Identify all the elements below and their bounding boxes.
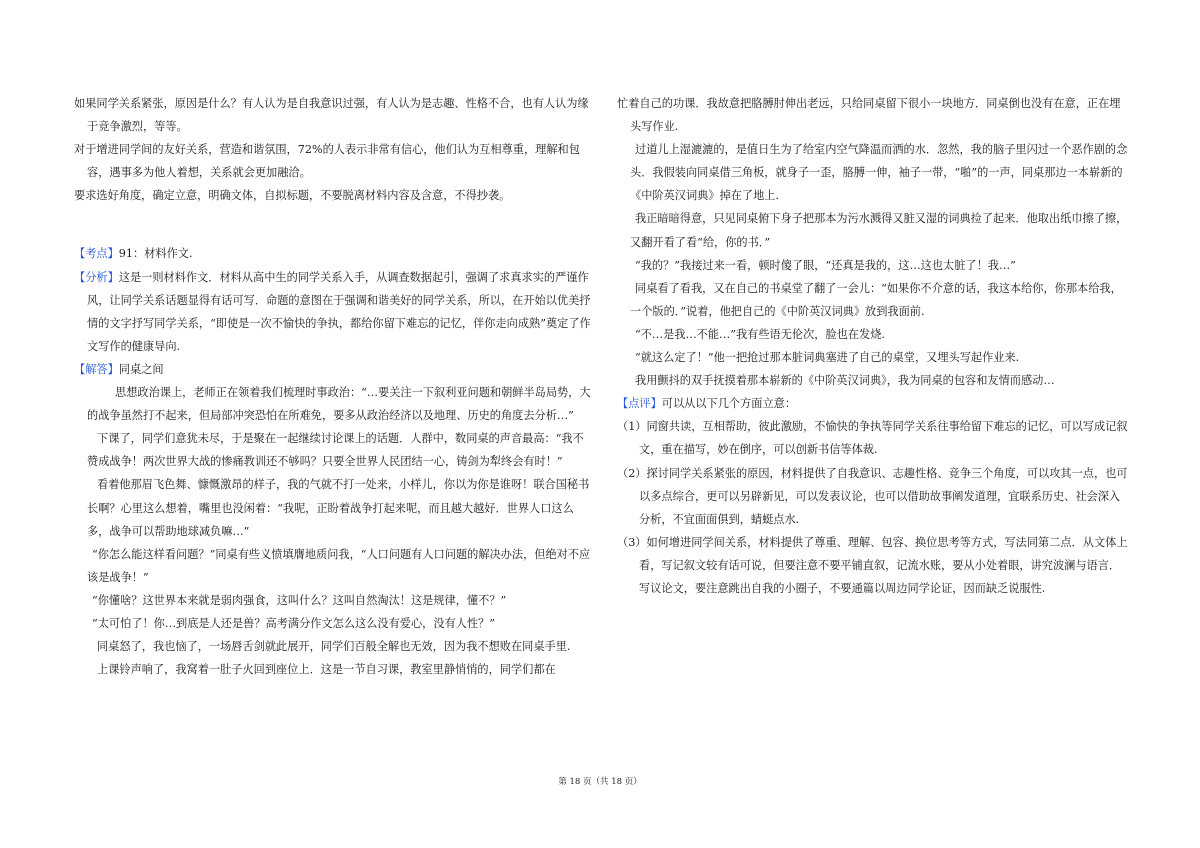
kaodian-section bbox=[74, 242, 594, 265]
fenxi-text: 这是一则材料作文．材料从高中生的同学关系入手，从调查数据起引，强调了求真求实的严谨作风，让同学关系话题显得有话可写．命题的意图在于强调和谐美好的同学关系，所以，在开始以优美抒情的文字抒写同学关系，“即使是一次不愉快的争执，都给你留下难忘的记忆，伴你走向成熟”奠定了作文写作的健康导向. bbox=[87, 270, 591, 353]
essay-continued-paragraph-5: 同桌看了看我，又在自己的书桌堂了翻了一会儿：“如果你不介意的话，我这本给你，你那本给我，一个版的．”说着，他把自己的《中阶英汉词典》放到我面前. bbox=[630, 281, 1122, 318]
intro-paragraph-2: 对于增进同学间的友好关系，营造和谐氛围，72%的人表示非常有信心，他们认为互相尊重，理解和包容，遇事多为他人着想，关系就会更加融洽。 bbox=[74, 143, 580, 180]
essay-continued-paragraph-3: 我正暗暗得意，只见同桌俯下身子把那本为污水溅得又脏又湿的词典捡了起来．他取出纸巾擦了擦，又翻开看了看“给，你的书．” bbox=[630, 212, 1128, 249]
review-point-2: （2）探讨同学关系紧张的原因，材料提供了自我意识、志趣性格、竞争三个角度，可以攻其一点，也可以多点综合，更可以另辟新见，可以发表议论，也可以借助故事阐发道理，宜联系历史、社会深入分析，不宜面面俱到，蜻蜓点水. bbox=[617, 466, 1128, 526]
dianping-text: 可以从以下几个方面立意： bbox=[661, 397, 797, 411]
essay-paragraph-6: “太可怕了！你…到底是人还是兽？高考满分作文怎么这么没有爱心，没有人性？” bbox=[92, 616, 496, 630]
review-point-3: （3）如何增进同学间关系，材料提供了尊重、理解、包容、换位思考等方式，写法同第二点．从文体上看，写记叙文较有话可说，但要注意不要平铺直叙，记流水账，要从小处着眼，讲究波澜与语言．写议论文，要注意跳出自我的小圈子，不要通篇以周边同学论证，因而缺乏说服性. bbox=[617, 535, 1128, 595]
right-column bbox=[617, 92, 1129, 600]
essay-continued-paragraph-2: 过道儿上湿漉漉的，是值日生为了给室内空气降温而洒的水．忽然，我的脑子里闪过一个恶作剧的念头．我假装向同桌借三角板，就身子一歪，胳膊一伸，袖子一带，“啪”的一声，同桌那边一本崭新的《中阶英汉词典》掉在了地上. bbox=[630, 143, 1128, 203]
fenxi-tag: 【分析】 bbox=[74, 270, 119, 284]
essay-continued-paragraph-8: 我用颤抖的双手抚摸着那本崭新的《中阶英汉词典》，我为同桌的包容和友情而感动… bbox=[635, 374, 1055, 388]
jieda-section bbox=[74, 358, 594, 381]
spacer bbox=[74, 207, 594, 230]
essay-paragraph-1: 思想政治课上，老师正在领着我们梳理时事政治：“…要关注一下叙利亚问题和朝鲜半岛局势，大的战争虽然打不起来，但局部冲突恐怕在所难免，要多从政治经济以及地理、历史的角度去分析…” bbox=[87, 386, 591, 423]
dianping-tag: 【点评】 bbox=[617, 397, 662, 411]
essay-paragraph-2: 下课了，同学们意犹未尽，于是聚在一起继续讨论课上的话题．人群中，数同桌的声音最高：“我不赞成战争！两次世界大战的惨痛教训还不够吗？只要全世界人民团结一心，铸剑为犁终会有时！” bbox=[87, 432, 584, 469]
essay-paragraph-3: 看着他那眉飞色舞、慷慨激昂的样子，我的气就不打一处来，小样儿，你以为你是谁呀！联合国秘书长啊？心里这么想着，嘴里也没闲着：“我呢，正盼着战争打起来呢，而且越大越好．世界人口这么多，战争可以帮助地球减负嘛…” bbox=[87, 478, 590, 538]
dianping-section bbox=[617, 392, 1129, 415]
review-point-1: （1）同窗共读，互相帮助，彼此激励，不愉快的争执等同学关系往事给留下难忘的记忆，可以写成记叙文，重在描写，妙在倒序，可以创新书信等体裁. bbox=[617, 420, 1128, 457]
jieda-tag: 【解答】 bbox=[74, 362, 119, 376]
essay-continued-paragraph-6: “不…是我…不能…”我有些语无伦次，脸也在发烧. bbox=[635, 327, 885, 341]
intro-paragraph-3: 要求选好角度，确定立意，明确文体，自拟标题，不要脱离材料内容及含意，不得抄袭。 bbox=[74, 189, 511, 203]
essay-continued-paragraph-7: “就这么定了！”他一把抢过那本脏词典塞进了自己的桌堂，又埋头写起作业来. bbox=[635, 351, 1020, 365]
essay-paragraph-7: 同桌怒了，我也恼了，一场唇舌剑就此展开，同学们百般全解也无效，因为我不想败在同桌手里. bbox=[97, 640, 571, 654]
left-column bbox=[74, 92, 594, 681]
intro-paragraph-1: 如果同学关系紧张，原因是什么？有人认为是自我意识过强，有人认为是志趣、性格不合，也有人认为缘于竞争激烈，等等。 bbox=[74, 97, 589, 134]
essay-continued-paragraph-1: 忙着自己的功课．我故意把胳膊肘伸出老远，只给同桌留下很小一块地方．同桌倒也没有在意，正在埋头写作业. bbox=[617, 97, 1121, 134]
kaodian-text: 91：材料作文. bbox=[118, 247, 193, 261]
page-footer: 第 18 页（共 18 页） bbox=[558, 777, 642, 787]
spacer bbox=[74, 230, 594, 242]
essay-paragraph-8: 上课铃声响了，我窝着一肚子火回到座位上．这是一节自习课，教室里静悄悄的，同学们都在 bbox=[97, 663, 556, 677]
essay-paragraph-5: “你懂啥？这世界本来就是弱肉强食，这叫什么？这叫自然淘汰！这是规律，懂不？” bbox=[92, 593, 507, 607]
essay-paragraph-4: “你怎么能这样看问题？”同桌有些义愤填膺地质问我，“人口问题有人口问题的解决办法，但绝对不应该是战争！” bbox=[87, 547, 591, 584]
essay-continued-paragraph-4: “我的？”我接过来一看，顿时傻了眼，“还真是我的，这…这也太脏了！我…” bbox=[635, 258, 1016, 272]
kaodian-tag: 【考点】 bbox=[74, 247, 119, 261]
essay-title: 同桌之间 bbox=[118, 362, 164, 376]
fenxi-section bbox=[74, 266, 594, 358]
